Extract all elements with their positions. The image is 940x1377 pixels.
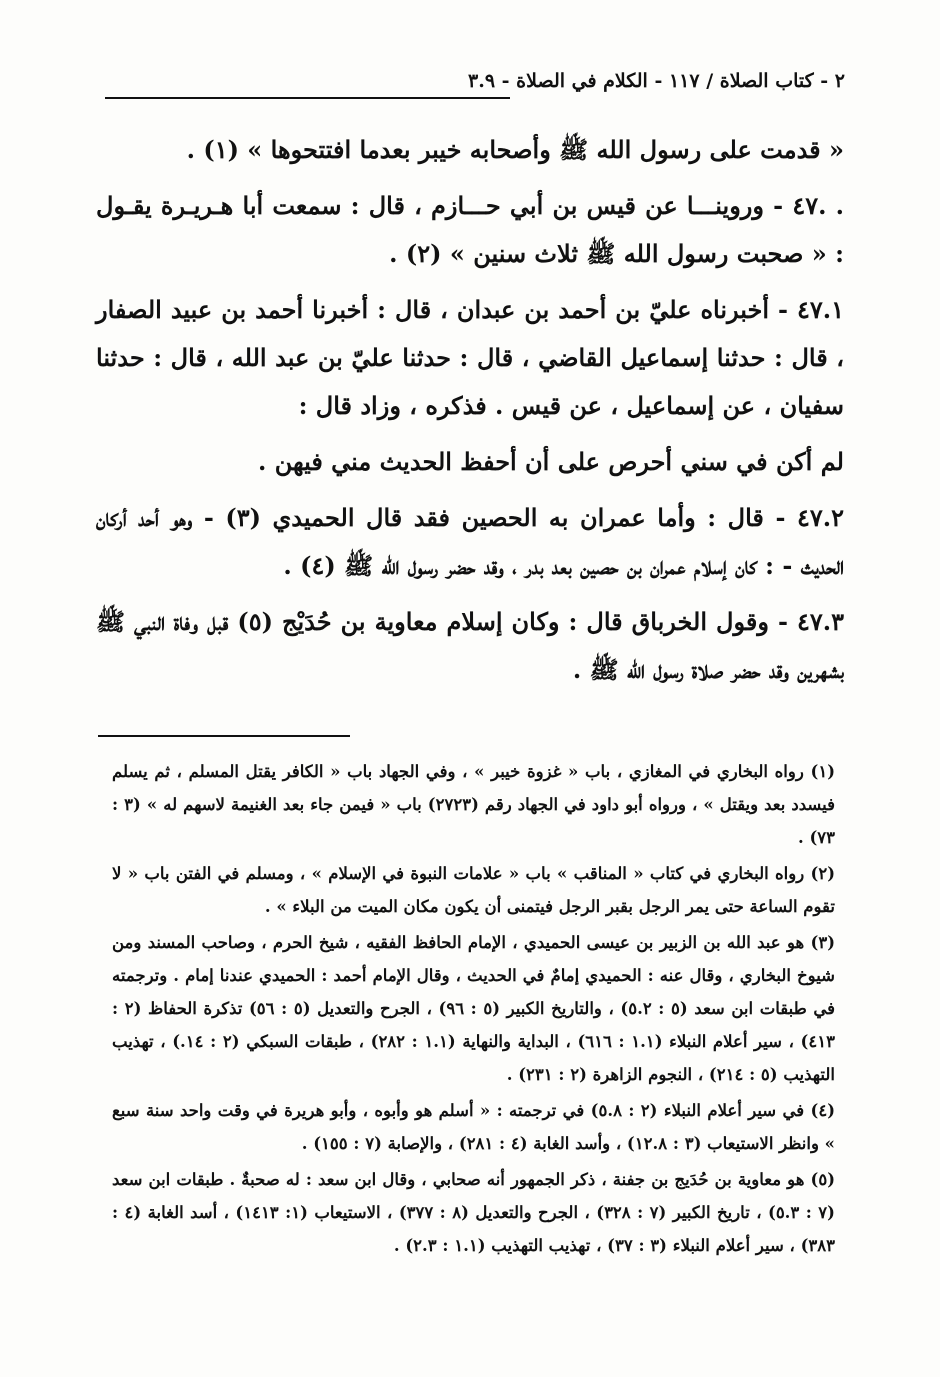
running-header [105, 70, 845, 110]
main-text [96, 126, 844, 702]
paragraph-471-quote: لم أكن في سني أحرص على أن أحفظ الحديث مني فيهن . [258, 447, 844, 476]
footnote-4: (٤) في سير أعلام النبلاء (٢ : ٥.٨) في ترجمته : « أسلم هو وأبوه ، وأبو هريرة في وقت واحد سنة سبع » وانظر الاستيعاب (٣ : ١٢.٨) ، وأسد الغابة (٤ : ٢٨١) ، والإصابة (٧ : ١٥٥) . [112, 1101, 835, 1153]
footnotes [112, 755, 835, 1265]
footnote-separator [98, 735, 350, 737]
paragraph-472: ٤٧.٢ - قال : وأما عمران به الحصين فقد قال الحميدي (٣) - وهو أحد أركان الحديث - : كان إسلام عمران بن حصين بعد بدر ، وقد حضر رسول الله ﷺ (٤) . [96, 503, 844, 580]
header-title: ٢ - كتاب الصلاة / ١١٧ - الكلام في الصلاة - ٣.٩ [468, 70, 845, 92]
paragraph-quote-khaybar: « قدمت على رسول الله ﷺ وأصحابه خيبر بعدما افتتحوها » (١) . [186, 135, 844, 164]
paragraph-473: ٤٧.٣ - وقول الخرباق قال : وكان إسلام معاوية بن حُدَيْج (٥) قبل وفاة النبي ﷺ بشهرين وقد حضر صلاة رسول الله ﷺ . [96, 607, 845, 684]
footnote-2: (٢) رواه البخاري في كتاب « المناقب » باب « علامات النبوة في الإسلام » ، ومسلم في الفتن باب « لا تقوم الساعة حتى يمر الرجل بقبر الرجل فيتمنى أن يكون مكان الميت من البلاء » . [112, 864, 835, 916]
paragraph-470: . .٤٧ - وروينـــا عن قيس بن أبي حـــازم ، قال : سمعت أبا هـريـرة يقـول : « صحبت رسول الله ﷺ ثلاث سنين » (٢) . [96, 191, 844, 268]
footnote-5: (٥) هو معاوية بن حُدَيج بن جفنة ، ذكر الجمهور أنه صحابي ، وقال ابن سعد : له صحبةٌ . طبقات ابن سعد (٧ : ٥.٣) ، تاريخ الكبير (٧ : ٣٢٨) ، الجرح والتعديل (٨ : ٣٧٧) ، الاستيعاب (١: ١٤١٣) ، أسد الغابة (٤ : ٣٨٣) ، سير أعلام النبلاء (٣ : ٣٧) ، تهذيب التهذيب (١.١ : ٢.٣) . [112, 1170, 835, 1255]
paragraph-471: ٤٧.١ - أخبرناه عليّ بن أحمد بن عبدان ، قال : أخبرنا أحمد بن عبيد الصفار ، قال : حدثنا إسماعيل القاضي ، قال : حدثنا عليّ بن عبد الله ، قال : حدثنا سفيان ، عن إسماعيل ، عن قيس . فذكره ، وزاد قال : [96, 295, 844, 420]
footnote-3: (٣) هو عبد الله بن الزبير بن عيسى الحميدي ، الإمام الحافظ الفقيه ، شيخ الحرم ، وصاحب المسند ومن شيوخ البخاري ، وقال عنه : الحميدي إمامٌ في الحديث ، وقال الإمام أحمد : الحميدي عندنا إمام . وترجمته في طبقات ابن سعد (٥ : ٥.٢) ، والتاريخ الكبير (٥ : ٩٦) ، الجرح والتعديل (٥ : ٥٦) تذكرة الحفاظ (٢ : ٤١٣) ، سير أعلام النبلاء (١.١ : ٦١٦) ، البداية والنهاية (١.١ : ٢٨٢) ، طبقات السبكي (٢ : ١٤.) ، تهذيب التهذيب (٥ : ٢١٤) ، النجوم الزاهرة (٢ : ٢٣١) . [112, 933, 835, 1084]
header-rule [105, 97, 510, 99]
footnote-1: (١) رواه البخاري في المغازي ، باب « غزوة خيبر » ، وفي الجهاد باب « الكافر يقتل المسلم ، ثم يسلم فيسدد بعد ويقتل » ، ورواه أبو داود في الجهاد رقم (٢٧٢٣) باب « فيمن جاء بعد الغنيمة لاسهم له » (٣ : ٧٣) . [112, 762, 835, 847]
